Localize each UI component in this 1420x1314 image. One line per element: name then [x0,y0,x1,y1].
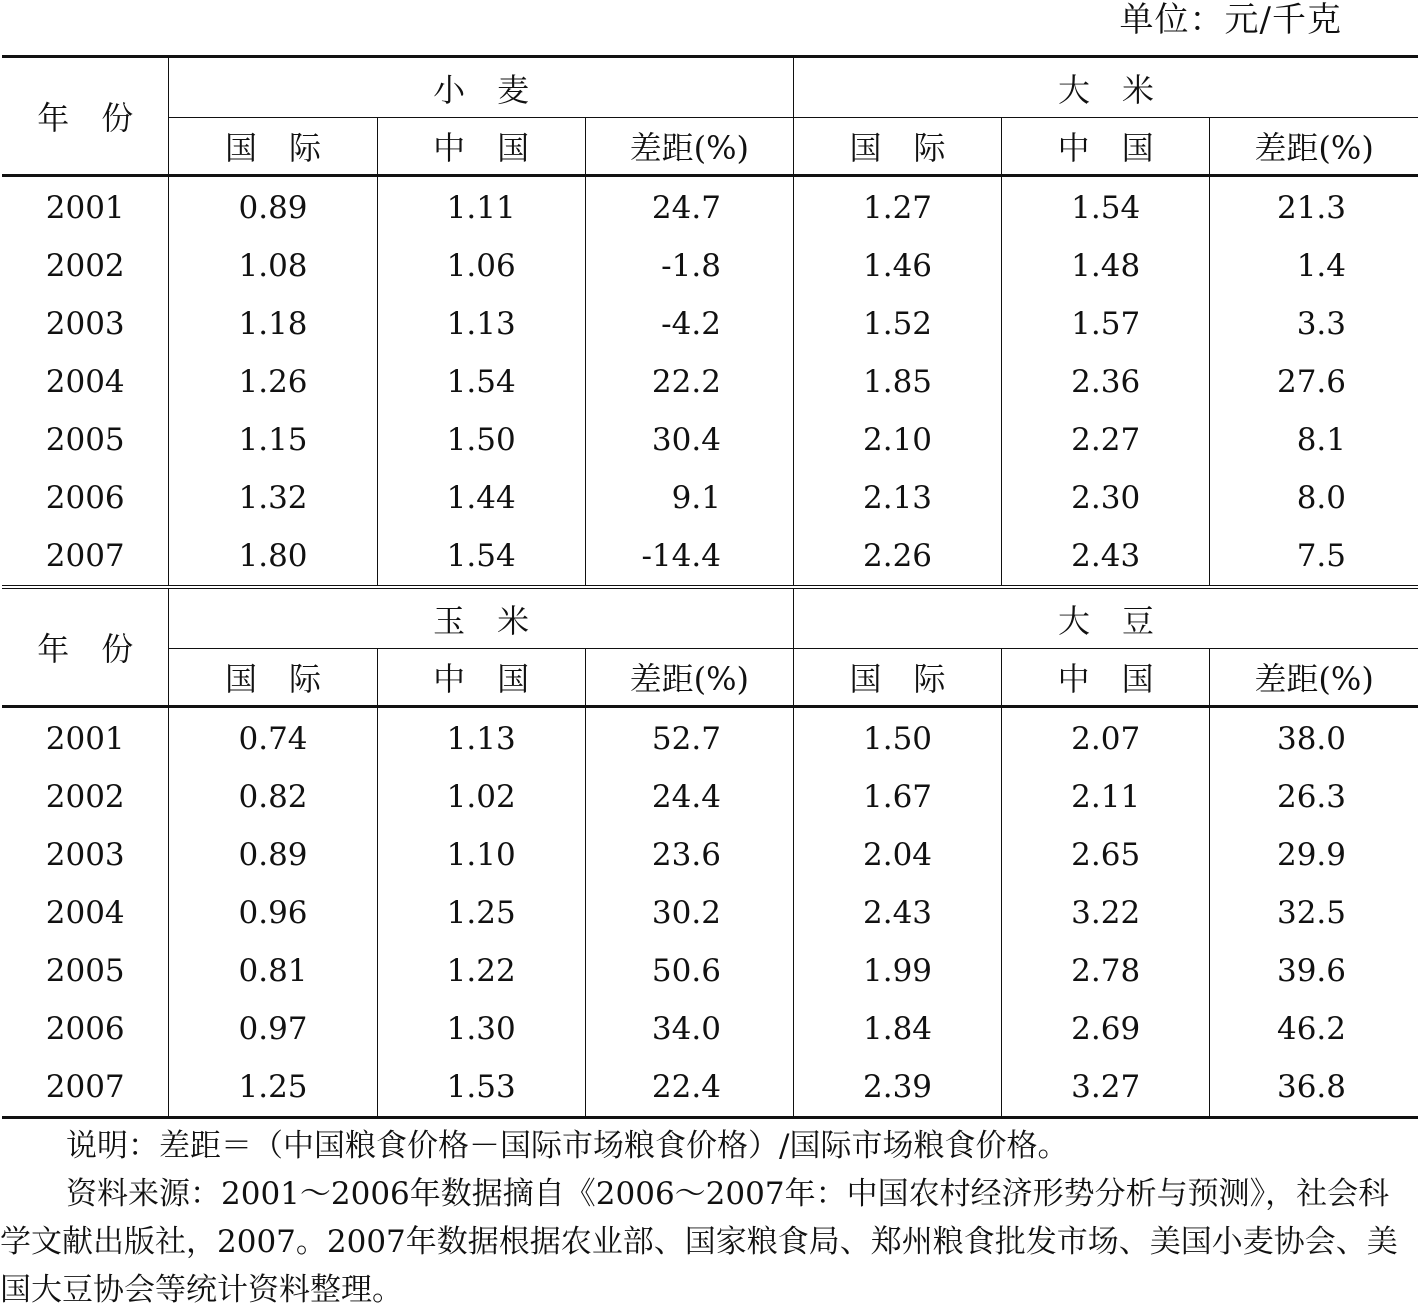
value-cell: 1.32 [169,469,377,527]
crop-header: 玉 米 [169,587,794,649]
table-row [2,353,1418,411]
value-cell: 1.30 [377,1000,585,1058]
value-cell: 27.6 [1276,364,1346,400]
value-cell: 9.1 [585,469,793,527]
year-cell: 2002 [2,237,169,295]
value-cell: 2.43 [1002,527,1210,587]
value-cell: 0.97 [169,1000,377,1058]
value-cell: 23.6 [585,826,793,884]
value-cell: 0.81 [169,942,377,1000]
value-cell: 1.13 [377,295,585,353]
value-cell: 3.22 [1002,884,1210,942]
table-row [2,527,1418,587]
value-cell: 38.0 [1276,721,1346,757]
value-cell: 1.25 [377,884,585,942]
table-row [2,826,1418,884]
value-cell: 2.43 [793,884,1001,942]
value-cell: 1.08 [169,237,377,295]
value-cell: 8.0 [1296,480,1346,516]
value-cell: 3.3 [1296,306,1346,342]
table-row [2,707,1418,769]
value-cell: 30.2 [585,884,793,942]
crop-header: 大 豆 [793,587,1418,649]
crop-header: 大 米 [793,57,1418,118]
value-cell: 52.7 [585,707,793,769]
year-cell: 2005 [2,411,169,469]
value-cell: 30.4 [585,411,793,469]
table-row [2,942,1418,1000]
year-cell: 2007 [2,527,169,587]
value-cell: 29.9 [1276,837,1346,873]
value-cell: 2.10 [793,411,1001,469]
column-header: 中 国 [377,118,585,176]
value-cell: 0.89 [169,176,377,238]
value-cell: 2.04 [793,826,1001,884]
value-cell: 36.8 [1210,1058,1418,1118]
value-cell: 2.11 [1002,768,1210,826]
year-cell: 2001 [2,707,169,769]
column-header: 中 国 [1002,118,1210,176]
value-cell: 1.44 [377,469,585,527]
table-row [2,237,1418,295]
table-row [2,176,1418,238]
value-cell: 3.27 [1002,1058,1210,1118]
value-cell: 1.50 [793,707,1001,769]
value-cell: 32.5 [1276,895,1346,931]
value-cell: 1.57 [1002,295,1210,353]
year-cell: 2004 [2,353,169,411]
column-header: 差距(%) [1210,118,1418,176]
value-cell: 2.39 [793,1058,1001,1118]
value-cell: 2.78 [1002,942,1210,1000]
value-cell: 0.96 [169,884,377,942]
value-cell: 1.02 [377,768,585,826]
column-header: 差距(%) [1210,649,1418,707]
value-cell: 8.1 [1296,422,1346,458]
value-cell: 0.82 [169,768,377,826]
column-header: 国 际 [793,118,1001,176]
value-cell: 22.2 [585,353,793,411]
value-cell: 2.07 [1002,707,1210,769]
value-cell: 2.65 [1002,826,1210,884]
table-row [2,295,1418,353]
year-header: 年 份 [2,587,169,707]
year-cell: 2006 [2,469,169,527]
year-cell: 2004 [2,884,169,942]
value-cell: 50.6 [585,942,793,1000]
table-row [2,1000,1418,1058]
year-cell: 2003 [2,826,169,884]
year-cell: 2002 [2,768,169,826]
value-cell: 2.69 [1002,1000,1210,1058]
value-cell: -4.2 [585,295,793,353]
column-header: 差距(%) [585,649,793,707]
value-cell: 7.5 [1296,538,1346,574]
table-row [2,768,1418,826]
value-cell: 1.06 [377,237,585,295]
table-row [2,1058,1418,1118]
value-cell: -14.4 [585,527,793,587]
year-header: 年 份 [2,57,169,176]
value-cell: 0.89 [169,826,377,884]
explanation-note: 说明：差距＝（中国粮食价格－国际市场粮食价格）/国际市场粮食价格。 [66,1128,1069,1164]
year-cell: 2005 [2,942,169,1000]
column-header: 国 际 [169,649,377,707]
value-cell: 1.53 [377,1058,585,1118]
value-cell: -1.8 [585,237,793,295]
column-header: 中 国 [1002,649,1210,707]
value-cell: 1.11 [377,176,585,238]
table-row [2,411,1418,469]
year-cell: 2003 [2,295,169,353]
value-cell: 1.54 [1002,176,1210,238]
grain-price-table [2,55,1418,1119]
value-cell: 2.26 [793,527,1001,587]
value-cell: 1.26 [169,353,377,411]
crop-header: 小 麦 [169,57,794,118]
value-cell: 1.52 [793,295,1001,353]
value-cell: 1.54 [377,353,585,411]
table-row [2,469,1418,527]
value-cell: 1.84 [793,1000,1001,1058]
year-cell: 2007 [2,1058,169,1118]
value-cell: 1.4 [1296,248,1346,284]
value-cell: 1.50 [377,411,585,469]
value-cell: 1.18 [169,295,377,353]
value-cell: 34.0 [585,1000,793,1058]
value-cell: 1.67 [793,768,1001,826]
column-header: 中 国 [377,649,585,707]
value-cell: 1.54 [377,527,585,587]
value-cell: 1.48 [1002,237,1210,295]
value-cell: 1.22 [377,942,585,1000]
value-cell: 0.74 [169,707,377,769]
value-cell: 1.99 [793,942,1001,1000]
value-cell: 24.4 [585,768,793,826]
table-row [2,884,1418,942]
value-cell: 2.13 [793,469,1001,527]
value-cell: 21.3 [1276,190,1346,226]
value-cell: 1.46 [793,237,1001,295]
value-cell: 1.80 [169,527,377,587]
value-cell: 24.7 [585,176,793,238]
value-cell: 2.30 [1002,469,1210,527]
value-cell: 26.3 [1276,779,1346,815]
value-cell: 1.27 [793,176,1001,238]
value-cell: 2.27 [1002,411,1210,469]
column-header: 差距(%) [585,118,793,176]
column-header: 国 际 [169,118,377,176]
value-cell: 1.15 [169,411,377,469]
table-notes [0,1122,1420,1314]
value-cell: 1.13 [377,707,585,769]
year-cell: 2001 [2,176,169,238]
value-cell: 1.25 [169,1058,377,1118]
source-note: 资料来源：2001～2006年数据摘自《2006～2007年：中国农村经济形势分析与预测》，社会科学文献出版社，2007。2007年数据根据农业部、国家粮食局、郑州粮食批发市场、美国小麦协会、美国大豆协会等统计资料整理。 [0,1176,1398,1308]
value-cell: 39.6 [1276,953,1346,989]
value-cell: 2.36 [1002,353,1210,411]
column-header: 国 际 [793,649,1001,707]
value-cell: 1.10 [377,826,585,884]
year-cell: 2006 [2,1000,169,1058]
unit-label: 单位：元/千克 [1119,0,1342,40]
value-cell: 22.4 [585,1058,793,1118]
value-cell: 46.2 [1276,1011,1346,1047]
value-cell: 1.85 [793,353,1001,411]
